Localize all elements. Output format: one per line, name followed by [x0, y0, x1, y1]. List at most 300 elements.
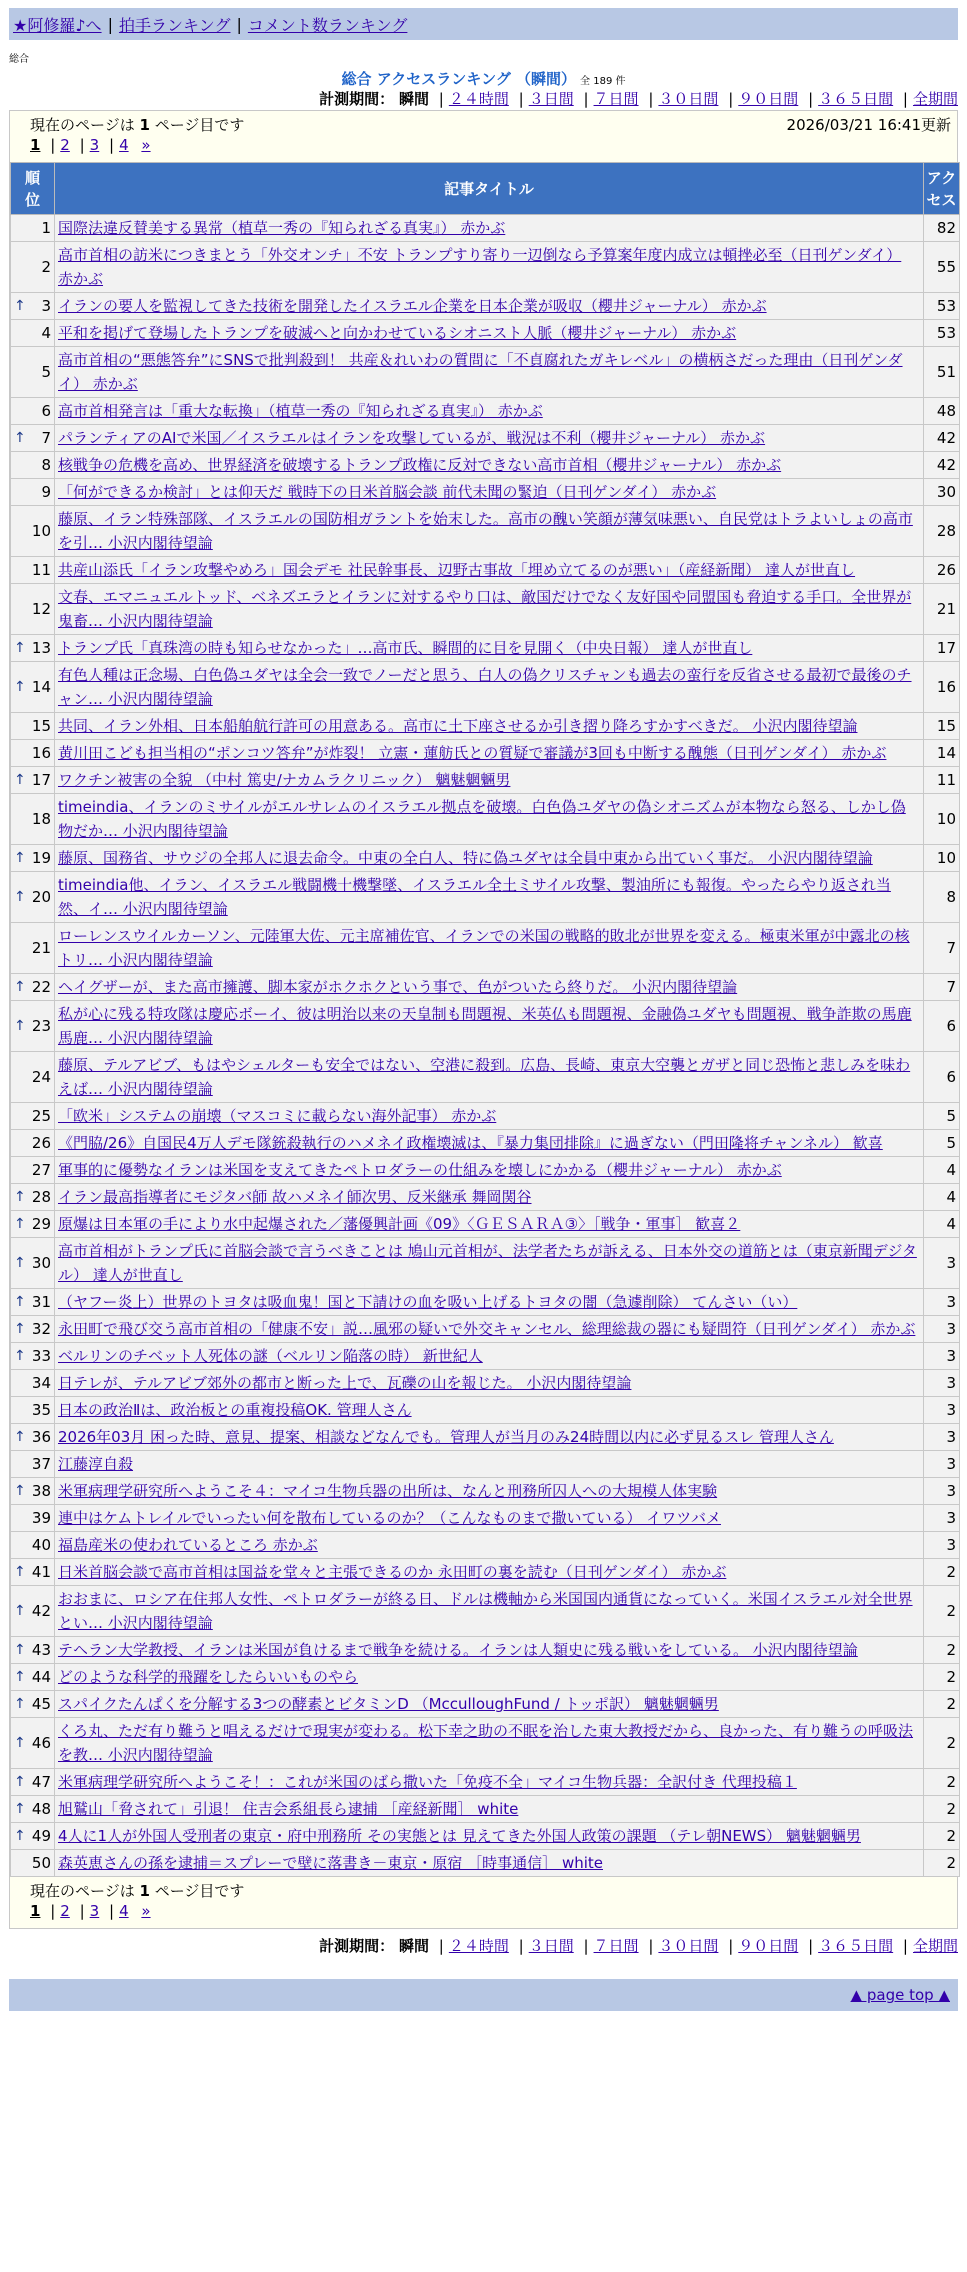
title-cell [55, 1052, 924, 1103]
rank-cell [11, 767, 55, 794]
article-link[interactable]: 《門脇/26》自国民4万人デモ隊銃殺執行のハメネイ政権壊滅は、『暴力集団排除』に過ぎない（門田隆将チャンネル） 歓喜 [58, 1134, 883, 1152]
rank-number: 33 [31, 1347, 51, 1365]
rank-cell [11, 1532, 55, 1559]
title-cell [55, 1289, 924, 1316]
title-cell [55, 1424, 924, 1451]
article-link[interactable]: ローレンスウイルカーソン、元陸軍大佐、元主席補佐官、イランでの米国の戦略的敗北が世界を変える。極東米軍が中露北の核トリ… 小沢内閣待望論 [58, 927, 910, 969]
article-link[interactable]: 4人に1人が外国人受刑者の東京・府中刑務所 その実態とは 見えてきた外国人政策の課題 （テレ朝NEWS） 魑魅魍魎男 [58, 1827, 861, 1845]
article-link[interactable]: 江藤淳自殺 [58, 1455, 134, 1473]
rank-number: 40 [31, 1536, 51, 1554]
article-link[interactable]: 高市首相がトランプ氏に首脳会談で言うべきことは 鳩山元首相が、法学者たちが訴える、日本外交の道筋とは（東京新聞デジタル） 達人が世直し [58, 1242, 917, 1284]
article-link[interactable]: 旭鷲山「脅されて」引退！ 住吉会系組長ら逮捕 ［産経新聞］ white [58, 1800, 519, 1818]
access-count: 10 [924, 794, 960, 845]
title-cell [55, 1343, 924, 1370]
table-row [11, 347, 960, 398]
rank-number: 49 [31, 1827, 51, 1845]
period-link-7d[interactable]: ７日間 [593, 90, 639, 108]
article-link[interactable]: イランの要人を監視してきた技術を開発したイスラエル企業を日本企業が吸収（櫻井ジャーナル） 赤かぶ [58, 297, 767, 315]
title-cell [55, 1370, 924, 1397]
period-link-3d[interactable]: ３日間 [528, 90, 574, 108]
rank-up-arrow-icon: ↑ [14, 640, 26, 656]
article-link[interactable]: 高市首相発言は「重大な転換」（植草一秀の『知られざる真実』） 赤かぶ [58, 402, 543, 420]
article-link[interactable]: 高市首相の“悪態答弁”にSNSで批判殺到！ 共産＆れいわの質問に「不貞腐れたガキレベル」の横柄さだった理由（日刊ゲンダイ） 赤かぶ [58, 351, 903, 393]
article-link[interactable]: 藤原、国務省、サウジの全邦人に退去命令。中東の全白人、特に偽ユダヤは全員中東から出ていく事だ。 小沢内閣待望論 [58, 849, 873, 867]
rank-number: 25 [31, 1107, 51, 1125]
table-row [11, 1586, 960, 1637]
rank-cell [11, 1397, 55, 1424]
article-link[interactable]: 平和を掲げて登場したトランプを破滅へと向かわせているシオニスト人脈（櫻井ジャーナル） 赤かぶ [58, 324, 737, 342]
table-row [11, 1289, 960, 1316]
table-row [11, 242, 960, 293]
article-link[interactable]: （ヤフー炎上）世界のトヨタは吸血鬼！国と下請けの血を吸い上げるトヨタの闇（急遽削除） てんさい（い） [58, 1293, 798, 1311]
rank-cell [11, 452, 55, 479]
rank-cell [11, 320, 55, 347]
access-count: 4 [924, 1211, 960, 1238]
rank-number: 16 [31, 744, 51, 762]
access-count: 3 [924, 1505, 960, 1532]
rank-number: 6 [41, 402, 51, 420]
access-count: 5 [924, 1103, 960, 1130]
article-link[interactable]: 永田町で飛び交う高市首相の「健康不安」説…風邪の疑いで外交キャンセル、総理総裁の器にも疑問符（日刊ゲンダイ） 赤かぶ [58, 1320, 916, 1338]
title-cell [55, 1850, 924, 1877]
article-link[interactable]: 黄川田こども担当相の“ポンコツ答弁”が炸裂！ 立憲・蓮舫氏との質疑で審議が3回も中断する醜態（日刊ゲンダイ） 赤かぶ [58, 744, 887, 762]
access-count: 82 [924, 215, 960, 242]
rank-number: 31 [31, 1293, 51, 1311]
rank-cell [11, 1052, 55, 1103]
article-link[interactable]: 日本の政治Ⅱは、政治板との重複投稿OK. 管理人さん [58, 1401, 412, 1419]
rank-number: 19 [31, 849, 51, 867]
period-current: 瞬間 [398, 1937, 429, 1955]
page-info-bar [10, 111, 957, 136]
rank-number: 45 [31, 1695, 51, 1713]
access-count: 3 [924, 1451, 960, 1478]
table-row [11, 794, 960, 845]
table-row [11, 1664, 960, 1691]
title-cell [55, 584, 924, 635]
title-cell [55, 1157, 924, 1184]
rank-up-arrow-icon: ↑ [14, 298, 26, 314]
access-count: 3 [924, 1478, 960, 1505]
rank-cell [11, 347, 55, 398]
table-row [11, 425, 960, 452]
table-row [11, 320, 960, 347]
page-link-3[interactable]: 3 [89, 136, 100, 154]
title-cell [55, 1316, 924, 1343]
period-current: 瞬間 [398, 90, 429, 108]
access-count: 42 [924, 425, 960, 452]
title-cell [55, 662, 924, 713]
rank-cell [11, 1370, 55, 1397]
applause-ranking-link[interactable]: 拍手ランキング [118, 15, 231, 35]
comment-ranking-link[interactable]: コメント数ランキング [247, 15, 408, 35]
table-row [11, 923, 960, 974]
access-count: 4 [924, 1157, 960, 1184]
rank-number: 21 [31, 939, 51, 957]
access-count: 2 [924, 1559, 960, 1586]
article-link[interactable]: timeindia、イランのミサイルがエルサレムのイスラエル拠点を破壊。白色偽ユダヤの偽シオニズムが本物なら怒る、しかし偽物だか… 小沢内閣待望論 [58, 798, 906, 840]
period-link-24h[interactable]: ２４時間 [448, 1937, 509, 1955]
rank-cell [11, 1289, 55, 1316]
article-link[interactable]: 核戦争の危機を高め、世界経済を破壊するトランプ政権に反対できない高市首相（櫻井ジャーナル） 赤かぶ [58, 456, 782, 474]
rank-up-arrow-icon: ↑ [14, 772, 26, 788]
article-link[interactable]: スパイクたんぱくを分解する3つの酵素とビタミンD （McculloughFund / トッポ訳） 魑魅魍魎男 [58, 1695, 719, 1713]
period-link-365d[interactable]: ３６５日間 [818, 1937, 894, 1955]
table-row [11, 662, 960, 713]
access-count: 21 [924, 584, 960, 635]
article-link[interactable]: 連中はケムトレイルでいったい何を散布しているのか？（こんなものまで撒いている） イワツバメ [58, 1509, 721, 1527]
rank-number: 34 [31, 1374, 51, 1392]
rank-number: 7 [41, 429, 51, 447]
nav-separator: | [107, 14, 113, 34]
table-row [11, 1823, 960, 1850]
ranking-box [9, 110, 958, 1929]
table-row [11, 1052, 960, 1103]
access-count: 3 [924, 1370, 960, 1397]
rank-up-arrow-icon: ↑ [14, 1189, 26, 1205]
header-access: アクセス [924, 163, 960, 215]
article-link[interactable]: 藤原、イラン特殊部隊、イスラエルの国防相ガラントを始末した。高市の醜い笑顔が薄気味悪い、自民党はトラよいしょの高市を引… 小沢内閣待望論 [58, 510, 913, 552]
title-cell [55, 767, 924, 794]
title-cell [55, 320, 924, 347]
title-cell [55, 635, 924, 662]
rank-up-arrow-icon: ↑ [14, 1735, 26, 1751]
rank-number: 42 [31, 1602, 51, 1620]
access-count: 3 [924, 1238, 960, 1289]
period-label: 計測期間： [319, 90, 395, 108]
top-nav-bar [9, 8, 958, 40]
rank-up-arrow-icon: ↑ [14, 1294, 26, 1310]
article-link[interactable]: 有色人種は正念場、白色偽ユダヤは全会一致でノーだと思う、白人の偽クリスチャンも過去の蛮行を反省させる最初で最後のチャン… 小沢内閣待望論 [58, 666, 912, 708]
title-cell [55, 1559, 924, 1586]
rank-number: 26 [31, 1134, 51, 1152]
title-cell [55, 740, 924, 767]
article-link[interactable]: パランティアのAIで米国／イスラエルはイランを攻撃しているが、戦況は不利（櫻井ジャーナル） 赤かぶ [58, 429, 766, 447]
table-row [11, 506, 960, 557]
rank-cell [11, 1796, 55, 1823]
access-count: 2 [924, 1769, 960, 1796]
table-row [11, 740, 960, 767]
table-row [11, 584, 960, 635]
rank-cell [11, 794, 55, 845]
title-cell [55, 242, 924, 293]
access-count: 8 [924, 872, 960, 923]
rank-cell [11, 398, 55, 425]
rank-number: 15 [31, 717, 51, 735]
rank-up-arrow-icon: ↑ [14, 979, 26, 995]
article-link[interactable]: timeindia他、イラン、イスラエル戦闘機十機撃墜、イスラエル全土ミサイル攻撃、製油所にも報復。やったらやり返され当然、イ… 小沢内閣待望論 [58, 876, 891, 918]
article-link[interactable]: 「何ができるか検討」とは仰天だ 戦時下の日米首脳会談 前代未聞の緊迫（日刊ゲンダイ） 赤かぶ [58, 483, 717, 501]
title-cell [55, 452, 924, 479]
access-count: 5 [924, 1130, 960, 1157]
article-link[interactable]: どのような科学的飛躍をしたらいいものやら [58, 1668, 359, 1686]
updated-timestamp: 2026/03/21 16:41更新 [786, 116, 951, 134]
title-cell [55, 1796, 924, 1823]
period-link-365d[interactable]: ３６５日間 [818, 90, 894, 108]
title-cell [55, 845, 924, 872]
title-cell [55, 923, 924, 974]
page-info: 現在のページは 1 ページ目です [30, 116, 245, 134]
rank-number: 17 [31, 771, 51, 789]
rank-cell [11, 1691, 55, 1718]
rank-cell [11, 506, 55, 557]
access-count: 10 [924, 845, 960, 872]
table-row [11, 1001, 960, 1052]
table-row [11, 1532, 960, 1559]
article-link[interactable]: 藤原、テルアビブ、もはやシェルターも安全ではない、空港に殺到。広島、長崎、東京大空襲とガザと同じ恐怖と悲しみを味わえば… 小沢内閣待望論 [58, 1056, 911, 1098]
rank-cell [11, 1505, 55, 1532]
period-link-24h[interactable]: ２４時間 [448, 90, 509, 108]
article-link[interactable]: トランプ氏「真珠湾の時も知らせなかった」…高市氏、瞬間的に目を見開く（中央日報） 達人が世直し [58, 639, 753, 657]
rank-cell [11, 425, 55, 452]
rank-up-arrow-icon: ↑ [14, 1801, 26, 1817]
title-cell [55, 1397, 924, 1424]
rank-number: 13 [31, 639, 51, 657]
article-link[interactable]: 2026年03月 困った時、意見、提案、相談などなんでも。管理人が当月のみ24時間以内に必ず見るスレ 管理人さん [58, 1428, 834, 1446]
rank-cell [11, 1316, 55, 1343]
ranking-table [10, 162, 960, 1877]
title-cell [55, 1103, 924, 1130]
rank-up-arrow-icon: ↑ [14, 1696, 26, 1712]
rank-number: 11 [31, 561, 51, 579]
page-next-link[interactable]: » [141, 136, 151, 154]
rank-cell [11, 1637, 55, 1664]
nav-separator: | [236, 14, 242, 34]
title-cell [55, 794, 924, 845]
rank-up-arrow-icon: ↑ [14, 1564, 26, 1580]
table-row [11, 1211, 960, 1238]
table-row [11, 1316, 960, 1343]
rank-up-arrow-icon: ↑ [14, 889, 26, 905]
title-cell [55, 398, 924, 425]
article-link[interactable]: イラン最高指導者にモジタバ師 故ハメネイ師次男、反米継承 舞岡関谷 [58, 1188, 532, 1206]
article-link[interactable]: 日テレが、テルアビブ郊外の都市と断った上で、瓦礫の山を報じた。 小沢内閣待望論 [58, 1374, 632, 1392]
rank-cell [11, 1586, 55, 1637]
title-cell [55, 425, 924, 452]
rank-number: 14 [31, 678, 51, 696]
rank-number: 32 [31, 1320, 51, 1338]
article-link[interactable]: ベルリンのチベット人死体の謎（ベルリン陥落の時） 新世紀人 [58, 1347, 483, 1365]
rank-number: 28 [31, 1188, 51, 1206]
title-cell [55, 974, 924, 1001]
rank-number: 38 [31, 1482, 51, 1500]
page-link-current[interactable]: 1 [30, 136, 41, 154]
rank-number: 46 [31, 1734, 51, 1752]
article-link[interactable]: 日米首脳会談で高市首相は国益を堂々と主張できるのか 永田町の裏を読む（日刊ゲンダイ） 赤かぶ [58, 1563, 727, 1581]
rank-number: 35 [31, 1401, 51, 1419]
table-row [11, 1691, 960, 1718]
title-cell [55, 1001, 924, 1052]
rank-cell [11, 479, 55, 506]
access-count: 2 [924, 1664, 960, 1691]
page-info-bar-bottom [10, 1877, 957, 1902]
article-link[interactable]: 軍事的に優勢なイランは米国を支えてきたペトロダラーの仕組みを壊しにかかる（櫻井ジャーナル） 赤かぶ [58, 1161, 782, 1179]
header-title: 記事タイトル [55, 163, 924, 215]
access-count: 6 [924, 1001, 960, 1052]
period-link-90d[interactable]: ９０日間 [738, 90, 799, 108]
rank-cell [11, 1823, 55, 1850]
access-count: 55 [924, 242, 960, 293]
article-link[interactable]: ワクチン被害の全貌 （中村 篤史/ナカムラクリニック） 魑魅魍魎男 [58, 771, 511, 789]
table-row [11, 1850, 960, 1877]
period-selector-top: 計測期間： 瞬間 | ２４時間 | ３日間 | ７日間 | ３０日間 | ９０日間 | ３６５日間 | 全期間 [319, 90, 958, 108]
rank-cell [11, 293, 55, 320]
title-cell [55, 1211, 924, 1238]
access-count: 3 [924, 1289, 960, 1316]
page-next-link[interactable]: » [141, 1902, 151, 1920]
access-count: 26 [924, 557, 960, 584]
rank-up-arrow-icon: ↑ [14, 850, 26, 866]
rank-number: 43 [31, 1641, 51, 1659]
rank-up-arrow-icon: ↑ [14, 679, 26, 695]
rank-cell [11, 1343, 55, 1370]
access-count: 3 [924, 1532, 960, 1559]
rank-cell [11, 923, 55, 974]
article-link[interactable]: 「欧米」システムの崩壊（マスコミに載らない海外記事） 赤かぶ [58, 1107, 497, 1125]
access-count: 3 [924, 1397, 960, 1424]
page-link-2[interactable]: 2 [60, 1902, 70, 1920]
bottom-bar [9, 1979, 958, 2011]
table-row [11, 452, 960, 479]
access-count: 15 [924, 713, 960, 740]
title-cell [55, 1451, 924, 1478]
rank-number: 41 [31, 1563, 51, 1581]
table-row [11, 398, 960, 425]
access-count: 2 [924, 1796, 960, 1823]
rank-up-arrow-icon: ↑ [14, 1828, 26, 1844]
rank-number: 39 [31, 1509, 51, 1527]
table-row [11, 872, 960, 923]
period-link-7d[interactable]: ７日間 [593, 1937, 639, 1955]
rank-number: 5 [41, 363, 51, 381]
period-link-all[interactable]: 全期間 [912, 1937, 958, 1955]
title-cell [55, 293, 924, 320]
access-count: 2 [924, 1691, 960, 1718]
title-cell [55, 1184, 924, 1211]
table-row [11, 1718, 960, 1769]
article-link[interactable]: 原爆は日本軍の手により水中起爆された／藩優興計画《09》〈ＧＥＳＡＲＡ③〉［戦争・軍事］ 歓喜２ [58, 1215, 741, 1233]
table-row [11, 1478, 960, 1505]
rank-cell [11, 1451, 55, 1478]
access-count: 48 [924, 398, 960, 425]
rank-cell [11, 1769, 55, 1796]
page-link-4[interactable]: 4 [119, 1902, 129, 1920]
page-link-current[interactable]: 1 [30, 1902, 41, 1920]
article-link[interactable]: 文春、エマニュエルトッド、ベネズエラとイランに対するやり口は、敵国だけでなく友好国や同盟国も脅迫する手口。全世界が鬼畜… 小沢内閣待望論 [58, 588, 912, 630]
period-label: 計測期間： [319, 1937, 395, 1955]
article-link[interactable]: くろ丸、ただ有り難うと唱えるだけで現実が変わる。松下幸之助の不眠を治した東大教授だから、良かった、有り難うの呼吸法を教… 小沢内閣待望論 [58, 1722, 914, 1764]
access-count: 16 [924, 662, 960, 713]
table-row [11, 1769, 960, 1796]
title-cell [55, 1532, 924, 1559]
article-link[interactable]: 共同、イラン外相、日本船舶航行許可の用意ある。高市に土下座させるか引き摺り降ろすかすべきだ。 小沢内閣待望論 [58, 717, 858, 735]
access-count: 51 [924, 347, 960, 398]
rank-number: 18 [31, 810, 51, 828]
rank-number: 30 [31, 1254, 51, 1272]
title-cell [55, 1238, 924, 1289]
table-row [11, 215, 960, 242]
title-cell [55, 347, 924, 398]
rank-up-arrow-icon: ↑ [14, 1603, 26, 1619]
page-top-link[interactable]: ▲ page top ▲ [850, 1986, 950, 2004]
rank-cell [11, 1211, 55, 1238]
period-link-3d[interactable]: ３日間 [528, 1937, 574, 1955]
rank-up-arrow-icon: ↑ [14, 1483, 26, 1499]
table-row [11, 1796, 960, 1823]
asyura-home-link[interactable]: ★阿修羅♪へ [13, 15, 102, 35]
table-row [11, 1424, 960, 1451]
article-link[interactable]: 米軍病理学研究所へようこそ４：マイコ生物兵器の出所は、なんと刑務所囚人への大規模人体実験 [58, 1482, 718, 1500]
rank-up-arrow-icon: ↑ [14, 1321, 26, 1337]
rank-up-arrow-icon: ↑ [14, 1774, 26, 1790]
rank-number: 47 [31, 1773, 51, 1791]
table-row [11, 1370, 960, 1397]
rank-cell [11, 1478, 55, 1505]
access-count: 7 [924, 923, 960, 974]
table-row [11, 1397, 960, 1424]
rank-number: 12 [31, 600, 51, 618]
rank-cell [11, 1001, 55, 1052]
rank-cell [11, 1238, 55, 1289]
table-row [11, 1184, 960, 1211]
title-cell [55, 1637, 924, 1664]
access-count: 17 [924, 635, 960, 662]
rank-number: 3 [41, 297, 51, 315]
period-link-30d[interactable]: ３０日間 [658, 90, 719, 108]
article-link[interactable]: 国際法違反賛美する異常（植草一秀の『知られざる真実』） 赤かぶ [58, 219, 506, 237]
period-link-30d[interactable]: ３０日間 [658, 1937, 719, 1955]
title-cell [55, 506, 924, 557]
rank-cell [11, 242, 55, 293]
page-link-3[interactable]: 3 [89, 1902, 100, 1920]
table-row [11, 974, 960, 1001]
article-link[interactable]: 福島産米の使われているところ 赤かぶ [58, 1536, 318, 1554]
access-count: 2 [924, 1637, 960, 1664]
rank-cell [11, 974, 55, 1001]
article-link[interactable]: 高市首相の訪米につきまとう「外交オンチ」不安 トランプすり寄り一辺倒なら予算案年度内成立は頓挫必至（日刊ゲンダイ） 赤かぶ [58, 246, 902, 288]
article-link[interactable]: 森英恵さんの孫を逮捕＝スプレーで壁に落書き－東京・原宿 ［時事通信］ white [58, 1854, 603, 1872]
period-link-all[interactable]: 全期間 [912, 90, 958, 108]
article-link[interactable]: おおまに、ロシア在住邦人女性、ペトロダラーが終る日、ドルは機軸から米国国内通貨になっていく。米国イスラエル対全世界とい… 小沢内閣待望論 [58, 1590, 913, 1632]
article-link[interactable]: テヘラン大学教授、イランは米国が負けるまで戦争を続ける。イランは人類史に残る戦いをしている。 小沢内閣待望論 [58, 1641, 858, 1659]
rank-number: 1 [41, 219, 51, 237]
access-count: 3 [924, 1343, 960, 1370]
title-cell [55, 479, 924, 506]
page-link-4[interactable]: 4 [119, 136, 129, 154]
header-rank: 順位 [11, 163, 55, 215]
title-cell [55, 1130, 924, 1157]
access-count: 2 [924, 1850, 960, 1877]
access-count: 3 [924, 1424, 960, 1451]
rank-up-arrow-icon: ↑ [14, 430, 26, 446]
article-link[interactable]: 私が心に残る特攻隊は慶応ボーイ、彼は明治以来の天皇制も問題視、米英仏も問題視、金融偽ユダヤも問題視、戦争詐欺の馬鹿馬鹿… 小沢内閣待望論 [58, 1005, 912, 1047]
period-link-90d[interactable]: ９０日間 [738, 1937, 799, 1955]
title-cell [55, 215, 924, 242]
rank-cell [11, 1559, 55, 1586]
title-cell [55, 1823, 924, 1850]
rank-up-arrow-icon: ↑ [14, 1255, 26, 1271]
ranking-rows [11, 215, 960, 1877]
access-count: 2 [924, 1718, 960, 1769]
rank-number: 10 [31, 522, 51, 540]
rank-number: 9 [41, 483, 51, 501]
article-link[interactable]: 米軍病理学研究所へようこそ！：これが米国のばら撒いた「免疫不全」マイコ生物兵器：全訳付き 代理投稿１ [58, 1773, 797, 1791]
article-link[interactable]: 共産山添氏「イラン攻撃やめろ」国会デモ 社民幹事長、辺野古事故「埋め立てるのが悪い」（産経新聞） 達人が世直し [58, 561, 856, 579]
rank-number: 50 [31, 1854, 51, 1872]
pagination-top: 1 | 2 | 3 | 4 » [30, 136, 151, 154]
article-link[interactable]: ヘイグザーが、また高市擁護、脚本家がホクホクという事で、色がついたら終りだ。 小沢内閣待望論 [58, 978, 738, 996]
access-count: 42 [924, 452, 960, 479]
page-link-2[interactable]: 2 [60, 136, 70, 154]
